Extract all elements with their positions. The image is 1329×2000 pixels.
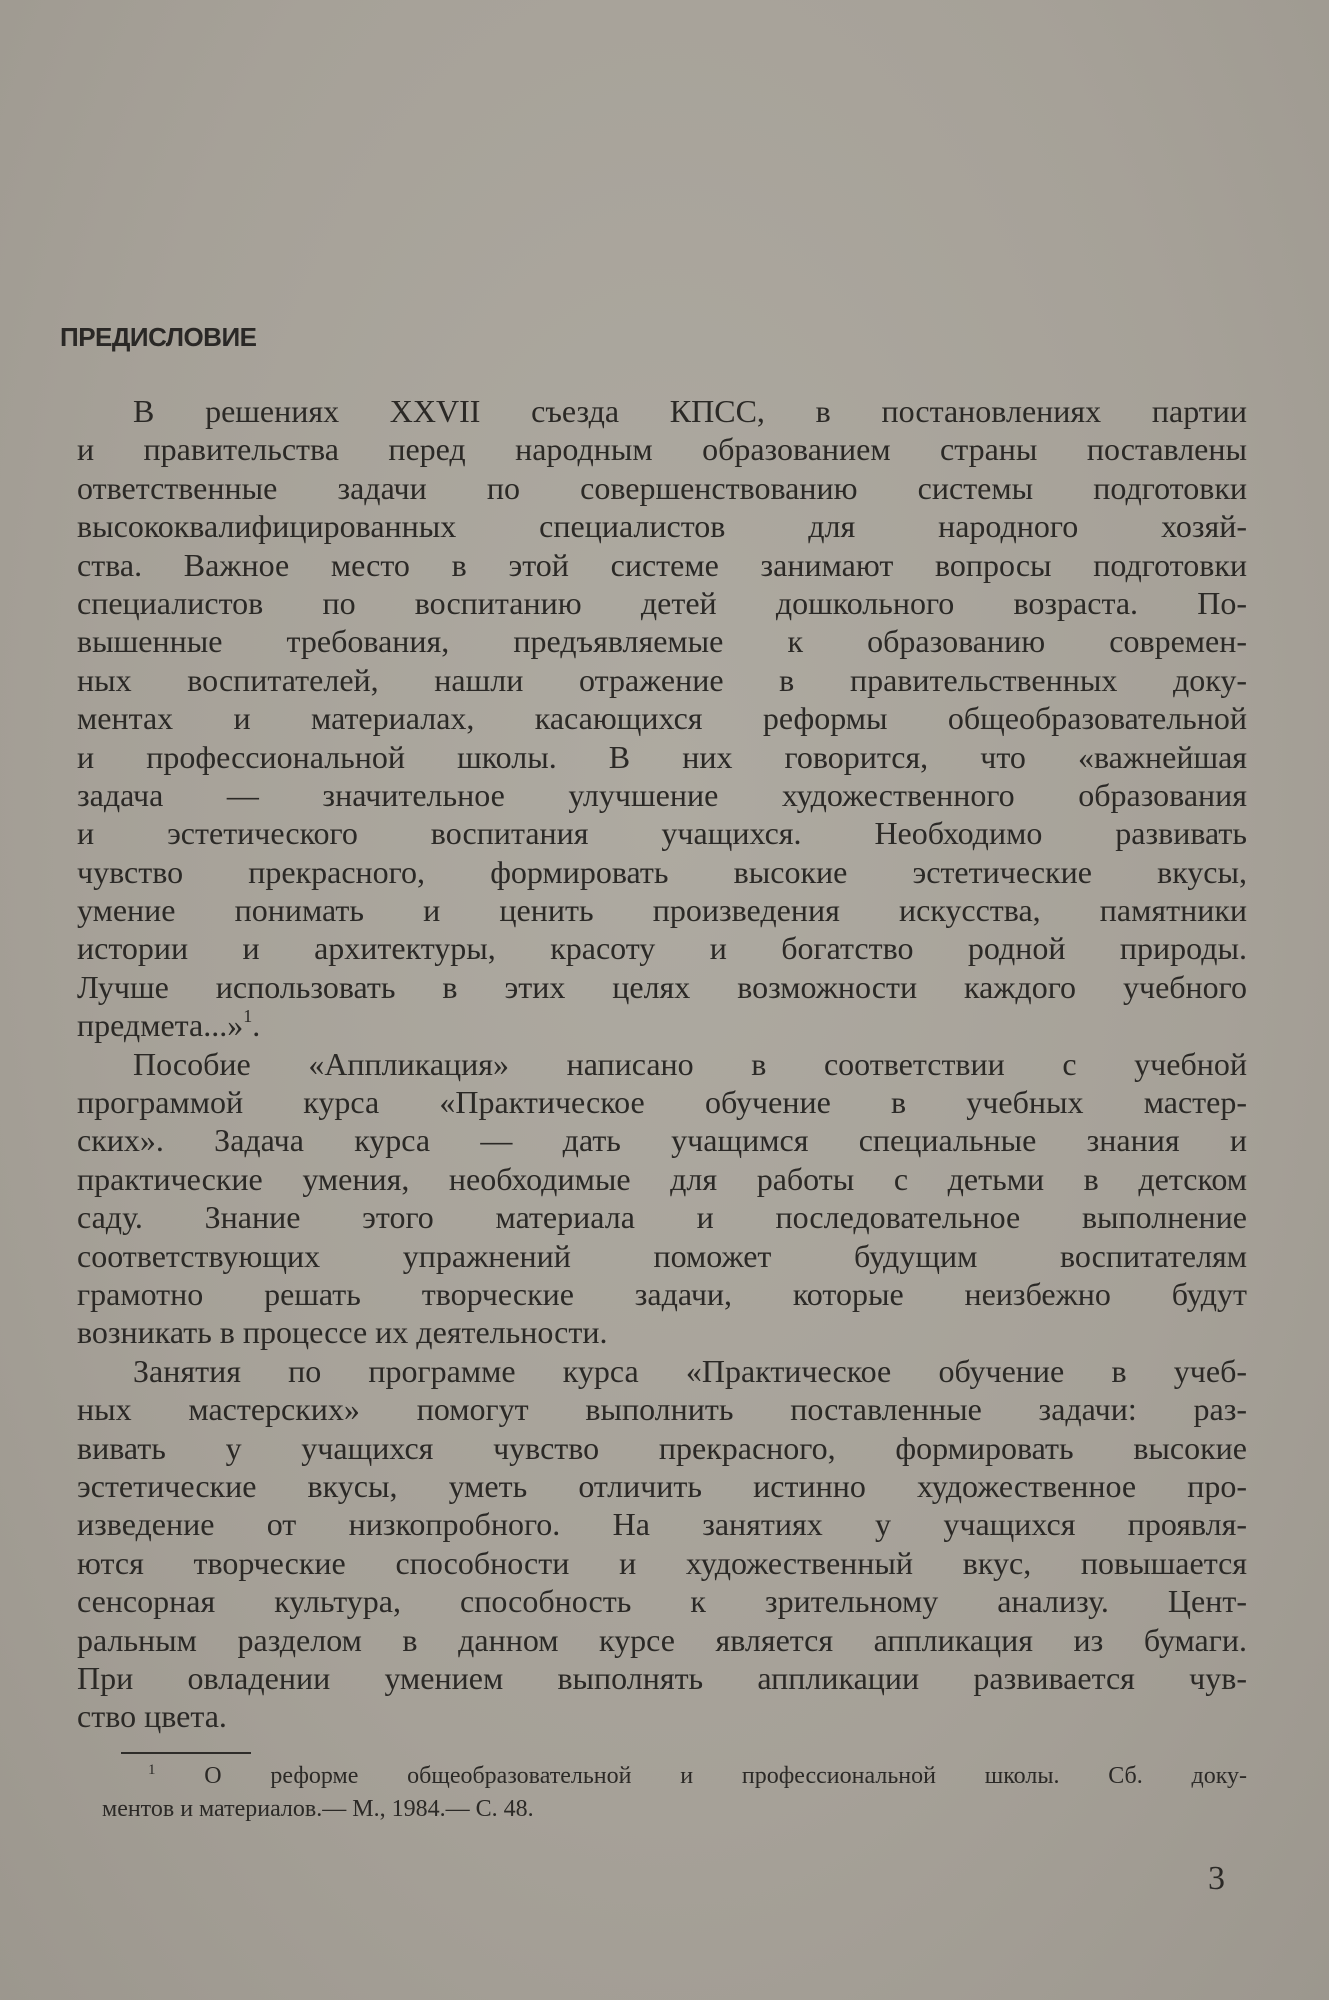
text-line-content: Занятия по программе курса «Практическое обучение в учеб- [133,1352,1247,1389]
text-line [77,1121,1247,1159]
text-line [77,1160,1247,1198]
text-line-content: ных воспитателей, нашли отражение в правительственных доку- [77,661,1247,698]
text-line [77,929,1247,967]
text-line-content: чувство прекрасного, формировать высокие эстетические вкусы, [77,853,1247,890]
text-line [77,891,1247,929]
footnote-marker: 1 [148,1762,156,1778]
text-line [77,968,1247,1006]
text-line-content: изведение от низкопробного. На занятиях у учащихся проявля- [77,1506,1247,1543]
text-line-content: и профессиональной школы. В них говорится, что «важнейшая [77,738,1247,775]
text-line-content: возникать в процессе их деятельности. [77,1314,608,1351]
text-line-content: соответствующих упражнений поможет будущим воспитателям [77,1237,1247,1274]
footnote-line [102,1760,1247,1793]
footnote-line [102,1793,1247,1826]
text-line [77,1697,1247,1735]
punctuation: . [252,1007,261,1044]
text-line [77,507,1247,545]
text-line-content: саду. Знание этого материала и последовательное выполнение [77,1199,1247,1236]
text-line [77,622,1247,660]
text-line [77,1006,1247,1044]
text-line-content: грамотно решать творческие задачи, которые неизбежно будут [77,1275,1247,1312]
section-heading: ПРЕДИСЛОВИЕ [60,322,257,352]
text-line-content: и эстетического воспитания учащихся. Необходимо развивать [77,815,1247,852]
text-line-content: и правительства перед народным образованием страны поставлены [77,431,1247,468]
text-line-content: умение понимать и ценить произведения искусства, памятники [77,892,1247,929]
text-line [77,1275,1247,1313]
text-line [77,430,1247,468]
text-line-content: ных мастерских» помогут выполнить поставленные задачи: раз- [77,1391,1247,1428]
text-line-content: практические умения, необходимые для работы с детьми в детском [77,1160,1247,1197]
text-line [77,738,1247,776]
text-line [77,546,1247,584]
text-line-content: Лучше использовать в этих целях возможности каждого учебного [77,968,1247,1005]
footnote-divider [121,1752,251,1754]
text-line-content: предмета...» [77,1007,244,1044]
footnote [102,1760,1247,1826]
text-line-content: задача — значительное улучшение художественного образования [77,776,1247,813]
text-line-content: ральным разделом в данном курсе является аппликация из бумаги. [77,1621,1247,1658]
text-line [77,853,1247,891]
text-line-content: специалистов по воспитанию детей дошкольного возраста. По- [77,584,1247,621]
text-line [77,1352,1247,1390]
text-line-content: сенсорная культура, способность к зрительному анализу. Цент- [77,1583,1247,1620]
text-line-content: При овладении умением выполнять аппликации развивается чув- [77,1659,1247,1696]
text-line [77,1083,1247,1121]
text-line [77,392,1247,430]
text-line-content: эстетические вкусы, уметь отличить истинно художественное про- [77,1467,1247,1504]
text-line-content: ответственные задачи по совершенствованию системы подготовки [77,469,1247,506]
text-line-content: Пособие «Аппликация» написано в соответствии с учебной [133,1045,1247,1082]
text-line-content: истории и архитектуры, красоту и богатство родной природы. [77,930,1247,967]
text-line-content: ских». Задача курса — дать учащимся специальные знания и [77,1122,1247,1159]
page-number: 3 [1208,1860,1225,1897]
text-line-content: ства. Важное место в этой системе занимают вопросы подготовки [77,546,1247,583]
text-line-content: высококвалифицированных специалистов для народного хозяй- [77,508,1247,545]
text-line [77,1045,1247,1083]
text-line-content: вивать у учащихся чувство прекрасного, формировать высокие [77,1429,1247,1466]
text-line-content: В решениях XXVII съезда КПСС, в постановлениях партии [133,393,1247,429]
text-line [77,776,1247,814]
text-line [77,661,1247,699]
text-line [77,584,1247,622]
text-line-content: ство цвета. [77,1698,227,1735]
text-line [77,1237,1247,1275]
text-line-content: программой курса «Практическое обучение в учебных мастер- [77,1084,1247,1121]
footnote-text: ментов и материалов.— М., 1984.— С. 48. [102,1796,534,1822]
text-line [77,699,1247,737]
text-line [77,1390,1247,1428]
text-line [77,1659,1247,1697]
text-line [77,1544,1247,1582]
text-line [77,1582,1247,1620]
text-line [77,1429,1247,1467]
text-line [77,1621,1247,1659]
text-line [77,1467,1247,1505]
text-line [77,1505,1247,1543]
text-line [77,469,1247,507]
text-line [77,1198,1247,1236]
body-text [77,392,1247,1736]
text-line-content: ментах и материалах, касающихся реформы общеобразовательной [77,700,1247,737]
footnote-reference: 1 [243,1006,253,1027]
text-line-content: ются творческие способности и художественный вкус, повышается [77,1544,1247,1581]
text-line [77,1313,1247,1351]
text-line-content: вышенные требования, предъявляемые к образованию современ- [77,623,1247,660]
footnote-text: О реформе общеобразовательной и профессиональной школы. Сб. доку- [204,1763,1248,1789]
text-line [77,814,1247,852]
